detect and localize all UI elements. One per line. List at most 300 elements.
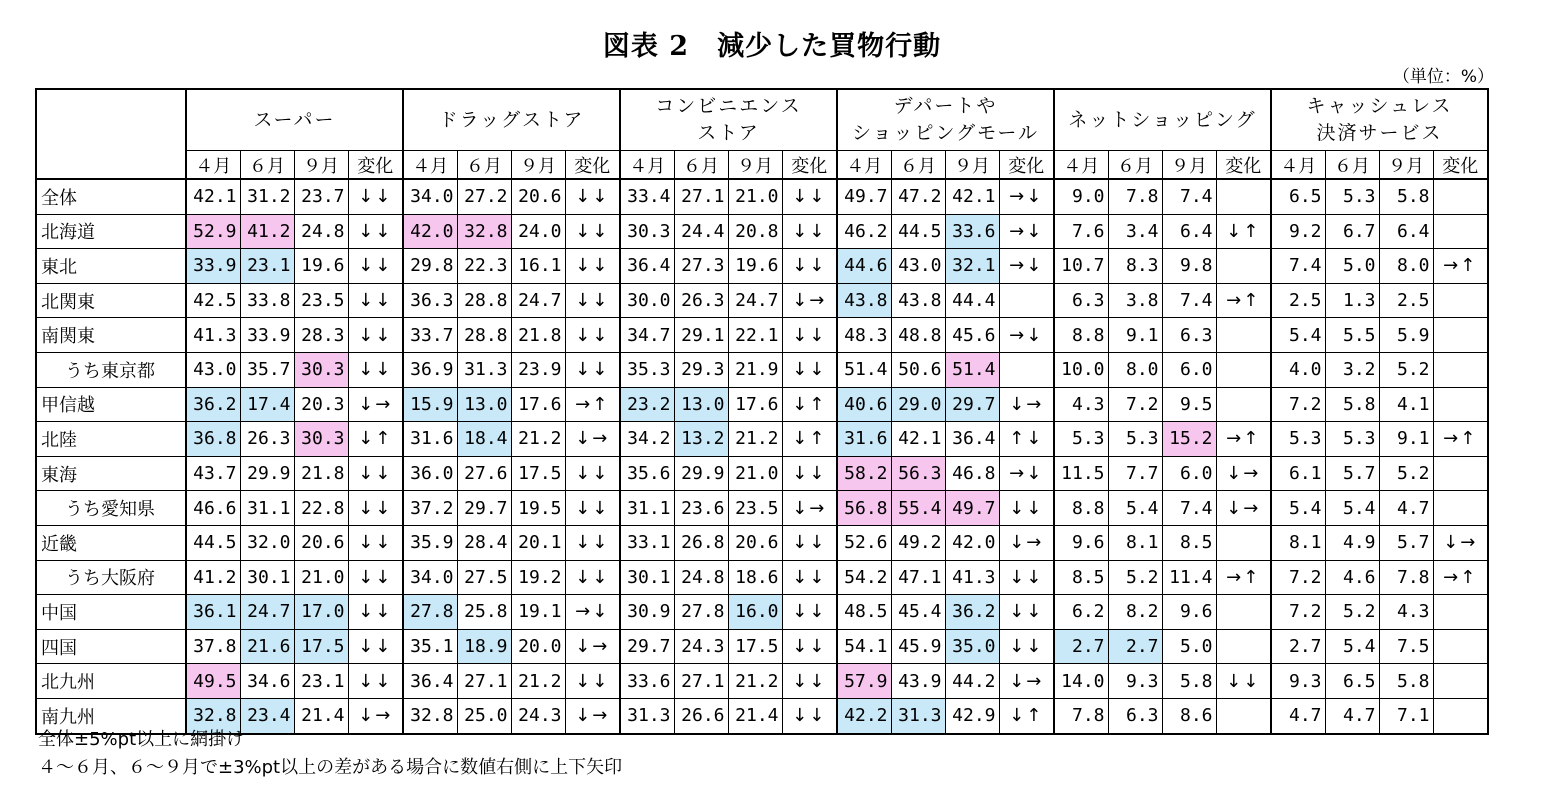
value-cell: 42.2: [837, 698, 891, 733]
region-label: 北関東: [36, 283, 186, 318]
value-cell: 6.2: [1054, 595, 1108, 630]
value-cell: 41.3: [186, 318, 240, 353]
value-cell: 24.8: [294, 214, 348, 249]
change-arrows: ↓↓: [565, 525, 620, 560]
value-cell: 21.0: [728, 456, 782, 491]
value-cell: 7.1: [1379, 698, 1433, 733]
table-row: [36, 525, 1488, 560]
change-arrows: ↓→: [999, 664, 1054, 699]
change-arrows: ↓↓: [565, 491, 620, 526]
category-label: スーパー: [253, 108, 336, 131]
value-cell: 5.2: [1379, 456, 1433, 491]
value-cell: 35.6: [620, 456, 674, 491]
table-row: [36, 387, 1488, 422]
value-cell: 4.6: [1325, 560, 1379, 595]
value-cell: 28.8: [457, 283, 511, 318]
value-cell: 6.4: [1162, 214, 1216, 249]
value-cell: 36.1: [186, 595, 240, 630]
month-header: ９月: [511, 151, 565, 180]
value-cell: 17.6: [511, 387, 565, 422]
change-arrows: ↓↓: [565, 318, 620, 353]
value-cell: 46.8: [945, 456, 999, 491]
value-cell: 8.5: [1054, 560, 1108, 595]
footnotes: [38, 726, 622, 782]
value-cell: 31.3: [620, 698, 674, 733]
value-cell: 23.9: [511, 352, 565, 387]
value-cell: 29.7: [945, 387, 999, 422]
value-cell: 34.2: [620, 422, 674, 457]
value-cell: 23.7: [294, 179, 348, 214]
value-cell: 24.0: [511, 214, 565, 249]
value-cell: 5.4: [1325, 491, 1379, 526]
change-arrows: ↓↓: [348, 664, 403, 699]
value-cell: 51.4: [945, 352, 999, 387]
value-cell: 21.4: [294, 698, 348, 733]
value-cell: 21.8: [294, 456, 348, 491]
value-cell: 18.9: [457, 629, 511, 664]
value-cell: 41.3: [945, 560, 999, 595]
change-arrows: [1216, 352, 1271, 387]
value-cell: 23.4: [240, 698, 294, 733]
value-cell: 5.8: [1379, 664, 1433, 699]
value-cell: 14.0: [1054, 664, 1108, 699]
change-arrows: ↓↓: [782, 318, 837, 353]
region-label: うち東京都: [36, 352, 186, 387]
value-cell: 10.0: [1054, 352, 1108, 387]
value-cell: 6.7: [1325, 214, 1379, 249]
value-cell: 43.0: [186, 352, 240, 387]
change-arrows: ↓↑: [782, 422, 837, 457]
value-cell: 15.2: [1162, 422, 1216, 457]
value-cell: 34.6: [240, 664, 294, 699]
category-header: [837, 89, 1054, 151]
value-cell: 34.0: [403, 179, 457, 214]
value-cell: 9.6: [1162, 595, 1216, 630]
value-cell: 42.1: [186, 179, 240, 214]
month-header: 変化: [348, 151, 403, 180]
change-arrows: ↓↓: [782, 629, 837, 664]
category-label: キャッシュレス: [1306, 95, 1453, 117]
value-cell: 5.4: [1271, 491, 1325, 526]
month-header: ９月: [1379, 151, 1433, 180]
value-cell: 58.2: [837, 456, 891, 491]
value-cell: 8.8: [1054, 318, 1108, 353]
value-cell: 5.3: [1271, 422, 1325, 457]
value-cell: 33.9: [186, 249, 240, 284]
value-cell: 25.8: [457, 595, 511, 630]
month-header: 変化: [1216, 151, 1271, 180]
change-arrows: ↓→: [565, 629, 620, 664]
value-cell: 13.2: [674, 422, 728, 457]
region-label: 甲信越: [36, 387, 186, 422]
change-arrows: →↑: [1216, 283, 1271, 318]
value-cell: 8.1: [1108, 525, 1162, 560]
value-cell: 44.5: [186, 525, 240, 560]
value-cell: 9.8: [1162, 249, 1216, 284]
change-arrows: ↓↑: [999, 698, 1054, 733]
change-arrows: ↓→: [999, 387, 1054, 422]
value-cell: 33.9: [240, 318, 294, 353]
value-cell: 2.7: [1054, 629, 1108, 664]
value-cell: 48.3: [837, 318, 891, 353]
month-header: ４月: [403, 151, 457, 180]
value-cell: 20.3: [294, 387, 348, 422]
value-cell: 8.0: [1379, 249, 1433, 284]
value-cell: 45.9: [891, 629, 945, 664]
footnote: ４～６月、６～９月で±3%pt以上の差がある場合に数値右側に上下矢印: [38, 757, 623, 778]
change-arrows: [1216, 525, 1271, 560]
value-cell: 36.2: [945, 595, 999, 630]
value-cell: 8.1: [1271, 525, 1325, 560]
value-cell: 25.0: [457, 698, 511, 733]
change-arrows: →↑: [1433, 560, 1488, 595]
value-cell: 37.8: [186, 629, 240, 664]
value-cell: 22.1: [728, 318, 782, 353]
change-arrows: [1216, 595, 1271, 630]
value-cell: 23.6: [674, 491, 728, 526]
change-arrows: [999, 352, 1054, 387]
region-label: 東北: [36, 249, 186, 284]
change-arrows: ↓↓: [348, 491, 403, 526]
region-label: うち愛知県: [36, 491, 186, 526]
region-label: 北九州: [36, 664, 186, 699]
value-cell: 23.1: [240, 249, 294, 284]
value-cell: 30.3: [620, 214, 674, 249]
value-cell: 35.7: [240, 352, 294, 387]
value-cell: 27.1: [674, 664, 728, 699]
value-cell: 20.6: [294, 525, 348, 560]
value-cell: 50.6: [891, 352, 945, 387]
region-label: 南九州: [36, 698, 186, 733]
value-cell: 33.8: [240, 283, 294, 318]
value-cell: 5.8: [1325, 387, 1379, 422]
value-cell: 7.6: [1054, 214, 1108, 249]
value-cell: 36.4: [945, 422, 999, 457]
region-label: 四国: [36, 629, 186, 664]
value-cell: 9.2: [1271, 214, 1325, 249]
value-cell: 35.9: [403, 525, 457, 560]
table-row: [36, 456, 1488, 491]
value-cell: 17.6: [728, 387, 782, 422]
value-cell: 42.9: [945, 698, 999, 733]
table-row: [36, 179, 1488, 214]
change-arrows: ↓↓: [348, 525, 403, 560]
value-cell: 31.1: [240, 491, 294, 526]
value-cell: 8.5: [1162, 525, 1216, 560]
month-header: ４月: [1271, 151, 1325, 180]
value-cell: 13.0: [674, 387, 728, 422]
value-cell: 56.3: [891, 456, 945, 491]
value-cell: 24.7: [728, 283, 782, 318]
region-label: 近畿: [36, 525, 186, 560]
value-cell: 17.0: [294, 595, 348, 630]
value-cell: 9.1: [1379, 422, 1433, 457]
value-cell: 33.4: [620, 179, 674, 214]
value-cell: 5.8: [1379, 179, 1433, 214]
region-label: 全体: [36, 179, 186, 214]
value-cell: 9.6: [1054, 525, 1108, 560]
change-arrows: ↓↓: [348, 249, 403, 284]
value-cell: 5.3: [1325, 179, 1379, 214]
value-cell: 5.2: [1379, 352, 1433, 387]
change-arrows: [1433, 629, 1488, 664]
value-cell: 34.7: [620, 318, 674, 353]
change-arrows: ↓↓: [999, 595, 1054, 630]
value-cell: 21.2: [511, 422, 565, 457]
change-arrows: →↓: [565, 595, 620, 630]
value-cell: 40.6: [837, 387, 891, 422]
change-arrows: [1433, 456, 1488, 491]
change-arrows: [1433, 352, 1488, 387]
change-arrows: →↓: [999, 318, 1054, 353]
value-cell: 17.5: [294, 629, 348, 664]
change-arrows: ↓↓: [348, 456, 403, 491]
value-cell: 11.5: [1054, 456, 1108, 491]
value-cell: 43.8: [837, 283, 891, 318]
value-cell: 6.0: [1162, 352, 1216, 387]
value-cell: 28.4: [457, 525, 511, 560]
value-cell: 28.3: [294, 318, 348, 353]
month-header: ９月: [1162, 151, 1216, 180]
month-header: ６月: [891, 151, 945, 180]
change-arrows: ↓↓: [565, 352, 620, 387]
value-cell: 22.8: [294, 491, 348, 526]
category-header: [403, 89, 620, 151]
value-cell: 21.4: [728, 698, 782, 733]
change-arrows: [1433, 698, 1488, 733]
value-cell: 9.3: [1108, 664, 1162, 699]
value-cell: 49.7: [837, 179, 891, 214]
value-cell: 8.6: [1162, 698, 1216, 733]
value-cell: 44.4: [945, 283, 999, 318]
value-cell: 6.3: [1108, 698, 1162, 733]
region-label: 東海: [36, 456, 186, 491]
value-cell: 20.6: [511, 179, 565, 214]
value-cell: 7.2: [1271, 387, 1325, 422]
category-header: [620, 89, 837, 151]
value-cell: 32.8: [403, 698, 457, 733]
value-cell: 1.3: [1325, 283, 1379, 318]
table-row: [36, 249, 1488, 284]
value-cell: 36.4: [403, 664, 457, 699]
value-cell: 10.7: [1054, 249, 1108, 284]
month-header: ６月: [240, 151, 294, 180]
value-cell: 31.1: [620, 491, 674, 526]
value-cell: 31.2: [240, 179, 294, 214]
category-label-line2: ストア: [697, 122, 760, 144]
change-arrows: ↓↓: [565, 214, 620, 249]
change-arrows: ↓→: [1216, 456, 1271, 491]
month-header: 変化: [999, 151, 1054, 180]
change-arrows: [1216, 387, 1271, 422]
value-cell: 29.9: [240, 456, 294, 491]
footnote: 全体±5%pt以上に網掛け: [38, 729, 245, 750]
value-cell: 7.7: [1108, 456, 1162, 491]
region-label: 南関東: [36, 318, 186, 353]
value-cell: 31.6: [837, 422, 891, 457]
value-cell: 5.0: [1162, 629, 1216, 664]
value-cell: 21.9: [728, 352, 782, 387]
value-cell: 3.2: [1325, 352, 1379, 387]
change-arrows: ↓↓: [999, 560, 1054, 595]
value-cell: 36.4: [620, 249, 674, 284]
value-cell: 30.1: [240, 560, 294, 595]
change-arrows: ↓↓: [1216, 664, 1271, 699]
category-header: [1054, 89, 1271, 151]
value-cell: 30.1: [620, 560, 674, 595]
value-cell: 27.6: [457, 456, 511, 491]
value-cell: 32.1: [945, 249, 999, 284]
value-cell: 32.0: [240, 525, 294, 560]
region-label: うち大阪府: [36, 560, 186, 595]
change-arrows: →↑: [1433, 249, 1488, 284]
month-header: ６月: [457, 151, 511, 180]
change-arrows: [1216, 318, 1271, 353]
change-arrows: ↓↓: [348, 560, 403, 595]
value-cell: 35.1: [403, 629, 457, 664]
change-arrows: ↓↓: [782, 525, 837, 560]
value-cell: 2.7: [1108, 629, 1162, 664]
value-cell: 4.7: [1325, 698, 1379, 733]
value-cell: 19.6: [728, 249, 782, 284]
change-arrows: [1433, 318, 1488, 353]
value-cell: 18.6: [728, 560, 782, 595]
value-cell: 24.7: [511, 283, 565, 318]
value-cell: 16.1: [511, 249, 565, 284]
value-cell: 17.5: [728, 629, 782, 664]
value-cell: 45.6: [945, 318, 999, 353]
value-cell: 16.0: [728, 595, 782, 630]
value-cell: 4.7: [1379, 491, 1433, 526]
category-header: [186, 89, 403, 151]
unit-label: （単位：%）: [1392, 67, 1494, 87]
change-arrows: [999, 283, 1054, 318]
value-cell: 47.1: [891, 560, 945, 595]
value-cell: 28.8: [457, 318, 511, 353]
change-arrows: ↓↓: [999, 629, 1054, 664]
month-header: ４月: [186, 151, 240, 180]
value-cell: 6.1: [1271, 456, 1325, 491]
category-header: [1271, 89, 1488, 151]
value-cell: 43.7: [186, 456, 240, 491]
value-cell: 35.0: [945, 629, 999, 664]
value-cell: 21.0: [728, 179, 782, 214]
region-label: 北陸: [36, 422, 186, 457]
value-cell: 11.4: [1162, 560, 1216, 595]
value-cell: 21.2: [728, 664, 782, 699]
value-cell: 30.3: [294, 352, 348, 387]
value-cell: 21.6: [240, 629, 294, 664]
value-cell: 30.9: [620, 595, 674, 630]
value-cell: 19.2: [511, 560, 565, 595]
value-cell: 43.8: [891, 283, 945, 318]
table-row: [36, 422, 1488, 457]
value-cell: 5.7: [1379, 525, 1433, 560]
change-arrows: ↓↓: [782, 352, 837, 387]
value-cell: 7.2: [1271, 560, 1325, 595]
change-arrows: →↑: [1433, 422, 1488, 457]
value-cell: 5.4: [1325, 629, 1379, 664]
value-cell: 36.9: [403, 352, 457, 387]
category-label: ネットショッピング: [1068, 108, 1257, 131]
value-cell: 7.8: [1379, 560, 1433, 595]
value-cell: 7.8: [1054, 698, 1108, 733]
value-cell: 27.8: [674, 595, 728, 630]
change-arrows: ↓↓: [782, 456, 837, 491]
value-cell: 49.2: [891, 525, 945, 560]
month-header: 変化: [782, 151, 837, 180]
month-header: ４月: [837, 151, 891, 180]
value-cell: 3.8: [1108, 283, 1162, 318]
value-cell: 29.7: [620, 629, 674, 664]
category-label-line2: ショッピングモール: [851, 122, 1040, 144]
change-arrows: ↓↓: [565, 664, 620, 699]
value-cell: 21.2: [511, 664, 565, 699]
value-cell: 26.3: [240, 422, 294, 457]
value-cell: 30.0: [620, 283, 674, 318]
change-arrows: ↓→: [999, 525, 1054, 560]
change-arrows: ↓→: [565, 698, 620, 733]
change-arrows: [1433, 595, 1488, 630]
value-cell: 22.3: [457, 249, 511, 284]
value-cell: 42.0: [403, 214, 457, 249]
change-arrows: [1216, 249, 1271, 284]
value-cell: 17.5: [511, 456, 565, 491]
value-cell: 19.1: [511, 595, 565, 630]
value-cell: 36.8: [186, 422, 240, 457]
value-cell: 44.2: [945, 664, 999, 699]
value-cell: 7.5: [1379, 629, 1433, 664]
value-cell: 5.4: [1108, 491, 1162, 526]
value-cell: 57.9: [837, 664, 891, 699]
value-cell: 31.6: [403, 422, 457, 457]
value-cell: 37.2: [403, 491, 457, 526]
change-arrows: [1216, 629, 1271, 664]
change-arrows: [1216, 698, 1271, 733]
value-cell: 19.6: [294, 249, 348, 284]
value-cell: 20.6: [728, 525, 782, 560]
change-arrows: →↓: [999, 179, 1054, 214]
value-cell: 41.2: [240, 214, 294, 249]
change-arrows: ↓↓: [999, 491, 1054, 526]
value-cell: 30.3: [294, 422, 348, 457]
value-cell: 54.1: [837, 629, 891, 664]
value-cell: 36.2: [186, 387, 240, 422]
value-cell: 33.6: [945, 214, 999, 249]
change-arrows: →↓: [999, 214, 1054, 249]
value-cell: 45.4: [891, 595, 945, 630]
category-label: コンビニエンス: [655, 95, 802, 117]
month-header: ９月: [728, 151, 782, 180]
value-cell: 27.8: [403, 595, 457, 630]
value-cell: 6.3: [1054, 283, 1108, 318]
value-cell: 46.2: [837, 214, 891, 249]
value-cell: 5.9: [1379, 318, 1433, 353]
value-cell: 46.6: [186, 491, 240, 526]
month-header: ６月: [1108, 151, 1162, 180]
change-arrows: ↓↓: [348, 352, 403, 387]
table-row: [36, 664, 1488, 699]
value-cell: 20.1: [511, 525, 565, 560]
value-cell: 36.0: [403, 456, 457, 491]
value-cell: 5.0: [1325, 249, 1379, 284]
value-cell: 20.8: [728, 214, 782, 249]
header-row-months: [36, 151, 1488, 180]
change-arrows: [1433, 214, 1488, 249]
category-label: デパートや: [893, 95, 998, 117]
region-label: 中国: [36, 595, 186, 630]
change-arrows: ↓↑: [348, 422, 403, 457]
